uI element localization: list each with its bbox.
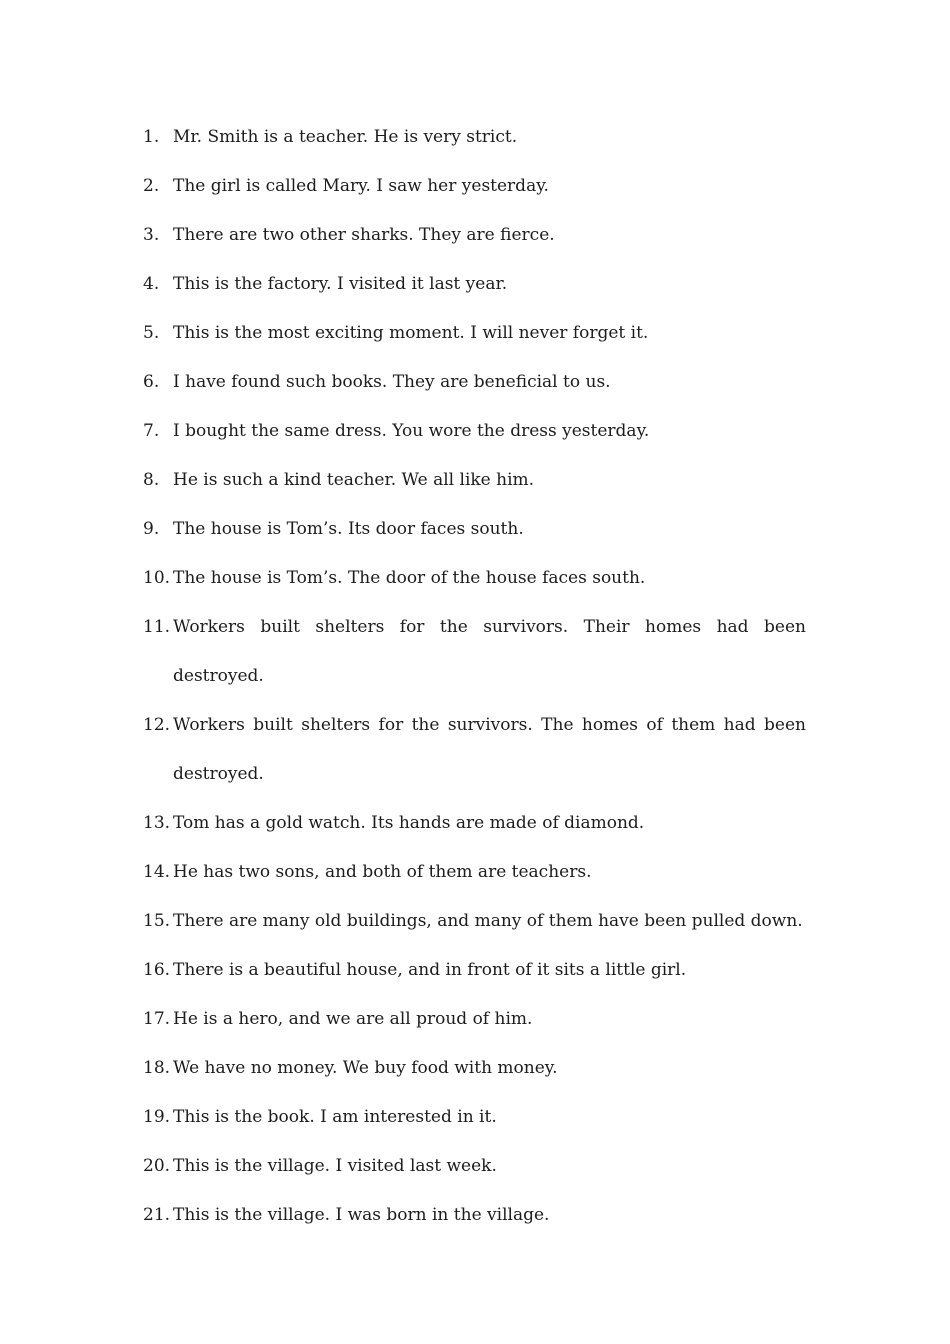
list-item [143,162,806,211]
item-text: This is the village. I was born in the village. [173,1205,550,1225]
list-item [143,1142,806,1191]
item-text: He has two sons, and both of them are teachers. [173,862,592,882]
item-text: This is the most exciting moment. I will never forget it. [173,323,649,343]
item-number: 3. [143,225,160,245]
list-item [143,358,806,407]
item-text: Workers built shelters for the survivors. Their homes had been destroyed. [173,617,806,686]
list-item [143,211,806,260]
item-number: 8. [143,470,160,490]
item-text: This is the book. I am interested in it. [173,1107,497,1127]
item-text: We have no money. We buy food with money. [173,1058,558,1078]
item-text: I bought the same dress. You wore the dress yesterday. [173,421,650,441]
item-text: I have found such books. They are beneficial to us. [173,372,611,392]
list-item [143,260,806,309]
item-number: 2. [143,176,160,196]
item-number: 5. [143,323,160,343]
list-item [143,1093,806,1142]
item-number: 18. [143,1058,171,1078]
item-text: He is a hero, and we are all proud of him. [173,1009,533,1029]
sentence-list [143,113,806,1240]
list-item [143,554,806,603]
item-text: Tom has a gold watch. Its hands are made of diamond. [173,813,645,833]
item-number: 4. [143,274,160,294]
item-text: Workers built shelters for the survivors. The homes of them had been destroyed. [173,715,806,784]
item-number: 6. [143,372,160,392]
item-number: 16. [143,960,171,980]
item-number: 15. [143,911,171,931]
item-text: Mr. Smith is a teacher. He is very strict. [173,127,518,147]
item-text: There is a beautiful house, and in front of it sits a little girl. [173,960,687,980]
list-item [143,407,806,456]
item-number: 19. [143,1107,171,1127]
list-item [143,603,806,701]
list-item [143,848,806,897]
item-text: The house is Tom’s. Its door faces south. [173,519,524,539]
item-text: The house is Tom’s. The door of the house faces south. [173,568,646,588]
item-number: 14. [143,862,171,882]
item-number: 10. [143,568,171,588]
item-text: The girl is called Mary. I saw her yesterday. [173,176,549,196]
list-item [143,1191,806,1240]
list-item [143,799,806,848]
item-number: 11. [143,617,171,637]
item-number: 13. [143,813,171,833]
list-item [143,113,806,162]
item-text: There are many old buildings, and many of them have been pulled down. [173,911,803,931]
list-item [143,995,806,1044]
list-item [143,946,806,995]
item-text: This is the factory. I visited it last year. [173,274,508,294]
item-number: 17. [143,1009,171,1029]
item-number: 7. [143,421,160,441]
item-text: This is the village. I visited last week. [173,1156,497,1176]
item-number: 21. [143,1205,171,1225]
list-item [143,701,806,799]
list-item [143,505,806,554]
item-number: 9. [143,519,160,539]
list-item [143,1044,806,1093]
item-text: He is such a kind teacher. We all like him. [173,470,535,490]
item-text: There are two other sharks. They are fierce. [173,225,555,245]
item-number: 20. [143,1156,171,1176]
list-item [143,456,806,505]
list-item [143,897,806,946]
item-number: 12. [143,715,171,735]
item-number: 1. [143,127,160,147]
list-item [143,309,806,358]
